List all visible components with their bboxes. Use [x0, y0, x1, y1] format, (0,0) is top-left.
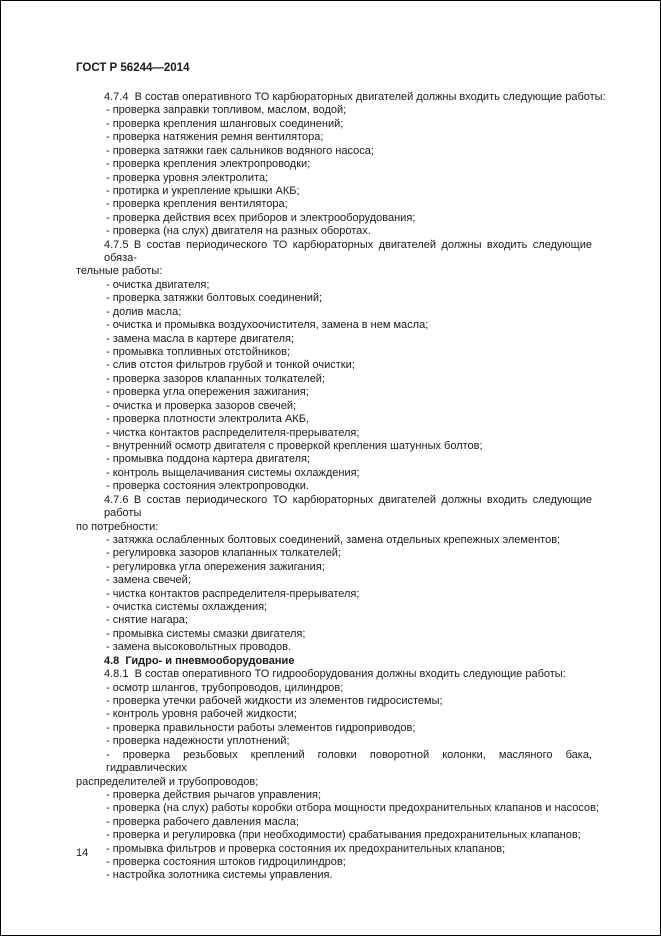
- page-number: 14: [76, 847, 89, 859]
- text-line: - регулировка зазоров клапанных толкателей;: [106, 547, 342, 560]
- text-line: - настройка золотника системы управления.: [106, 869, 333, 882]
- text-line: распределителей и трубопроводов;: [76, 775, 259, 788]
- text-line: - проверка состояния электропроводки.: [106, 480, 309, 493]
- text-line: - проверка действия всех приборов и электрооборудования;: [106, 211, 416, 224]
- text-line: - контроль уровня рабочей жидкости;: [106, 708, 297, 721]
- text-line: - чистка контактов распределителя-прерывателя;: [106, 587, 360, 600]
- text-line: - проверка надежности уплотнений;: [106, 735, 290, 748]
- text-line: - внутренний осмотр двигателя с проверкой крепления шатунных болтов;: [106, 439, 483, 452]
- text-line: - очистка и промывка воздухоочистителя, замена в нем масла;: [106, 319, 429, 332]
- text-line: - проверка правильности работы элементов гидроприводов;: [106, 721, 416, 734]
- text-line: - проверка и регулировка (при необходимости) срабатывания предохранительных клапанов;: [106, 829, 581, 842]
- text-line: - долив масла;: [106, 305, 182, 318]
- text-line: - проверка зазоров клапанных толкателей;: [106, 372, 326, 385]
- text-line: - проверка угла опережения зажигания;: [106, 386, 309, 399]
- text-line: - проверка затяжки болтовых соединений;: [106, 292, 323, 305]
- text-line: 4.7.5 В состав периодического ТО карбюраторных двигателей должны входить следующие обяза-: [104, 238, 592, 265]
- text-line: по потребности:: [76, 520, 159, 533]
- text-line: - промывка топливных отстойников;: [106, 346, 291, 359]
- text-line: - очистка двигателя;: [106, 278, 210, 291]
- text-line: - протирка и укрепление крышки АКБ;: [106, 184, 300, 197]
- text-line: 4.7.4 В состав оперативного ТО карбюраторных двигателей должны входить следующие работы:: [104, 91, 606, 103]
- text-line: - проверка крепления электропроводки;: [106, 158, 311, 171]
- text-line: - контроль выщелачивания системы охлаждения;: [106, 466, 360, 479]
- text-line: - замена свечей;: [106, 574, 191, 587]
- text-line: - чистка контактов распределителя-прерывателя;: [106, 426, 360, 439]
- text-line: - проверка утечки рабочей жидкости из элементов гидросистемы;: [106, 694, 443, 707]
- text-line: - проверка резьбовых креплений головки поворотной колонки, масляного бака, гидравлических: [106, 748, 592, 775]
- text-line: - осмотр шлангов, трубопроводов, цилиндров;: [106, 681, 344, 694]
- text-line: - проверка (на слух) двигателя на разных оборотах.: [106, 225, 371, 238]
- text-line: тельные работы:: [76, 265, 163, 278]
- text-line: 4.7.6 В состав периодического ТО карбюраторных двигателей должны входить следующие работы: [104, 493, 592, 520]
- text-line: - регулировка угла опережения зажигания;: [106, 560, 325, 573]
- text-line: - проверка состояния штоков гидроцилиндров;: [106, 856, 346, 869]
- text-line: - промывка фильтров и проверка состояния их предохранительных клапанов;: [106, 842, 506, 855]
- text-line: - проверка заправки топливом, маслом, водой;: [106, 104, 347, 117]
- text-line: - проверка рабочего давления масла;: [106, 815, 299, 828]
- section-heading: 4.8 Гидро- и пневмооборудование: [104, 654, 295, 667]
- text-line: 4.8.1 В состав оперативного ТО гидрооборудования должны входить следующие работы:: [104, 668, 566, 681]
- text-line: - промывка системы смазки двигателя;: [106, 627, 306, 640]
- text-line: - затяжка ослабленных болтовых соединений, замена отдельных крепежных элементов;: [106, 533, 561, 546]
- text-line: - проверка крепления шланговых соединений;: [106, 117, 344, 130]
- text-line: - проверка плотности электролита АКБ,: [106, 413, 309, 426]
- text-line: - снятие нагара;: [106, 614, 188, 627]
- text-line: - слив отстоя фильтров грубой и тонкой очистки;: [106, 359, 355, 372]
- text-line: - очистка и проверка зазоров свечей;: [106, 399, 297, 412]
- text-content: [76, 91, 606, 883]
- text-line: - проверка крепления вентилятора;: [106, 198, 288, 211]
- text-line: - проверка (на слух) работы коробки отбора мощности предохранительных клапанов и насосов;: [106, 802, 600, 815]
- text-line: - замена масла в картере двигателя;: [106, 332, 295, 345]
- text-line: - проверка затяжки гаек сальников водяного насоса;: [106, 144, 374, 157]
- text-line: - проверка уровня электролита;: [106, 171, 269, 184]
- text-line: - промывка поддона картера двигателя;: [106, 453, 311, 466]
- text-line: - замена высоковольтных проводов.: [106, 641, 292, 654]
- text-line: - проверка натяжения ремня вентилятора;: [106, 131, 324, 144]
- text-line: - проверка действия рычагов управления;: [106, 788, 322, 801]
- text-line: - очистка системы охлаждения;: [106, 601, 268, 614]
- document-header: ГОСТ Р 56244—2014: [76, 62, 190, 74]
